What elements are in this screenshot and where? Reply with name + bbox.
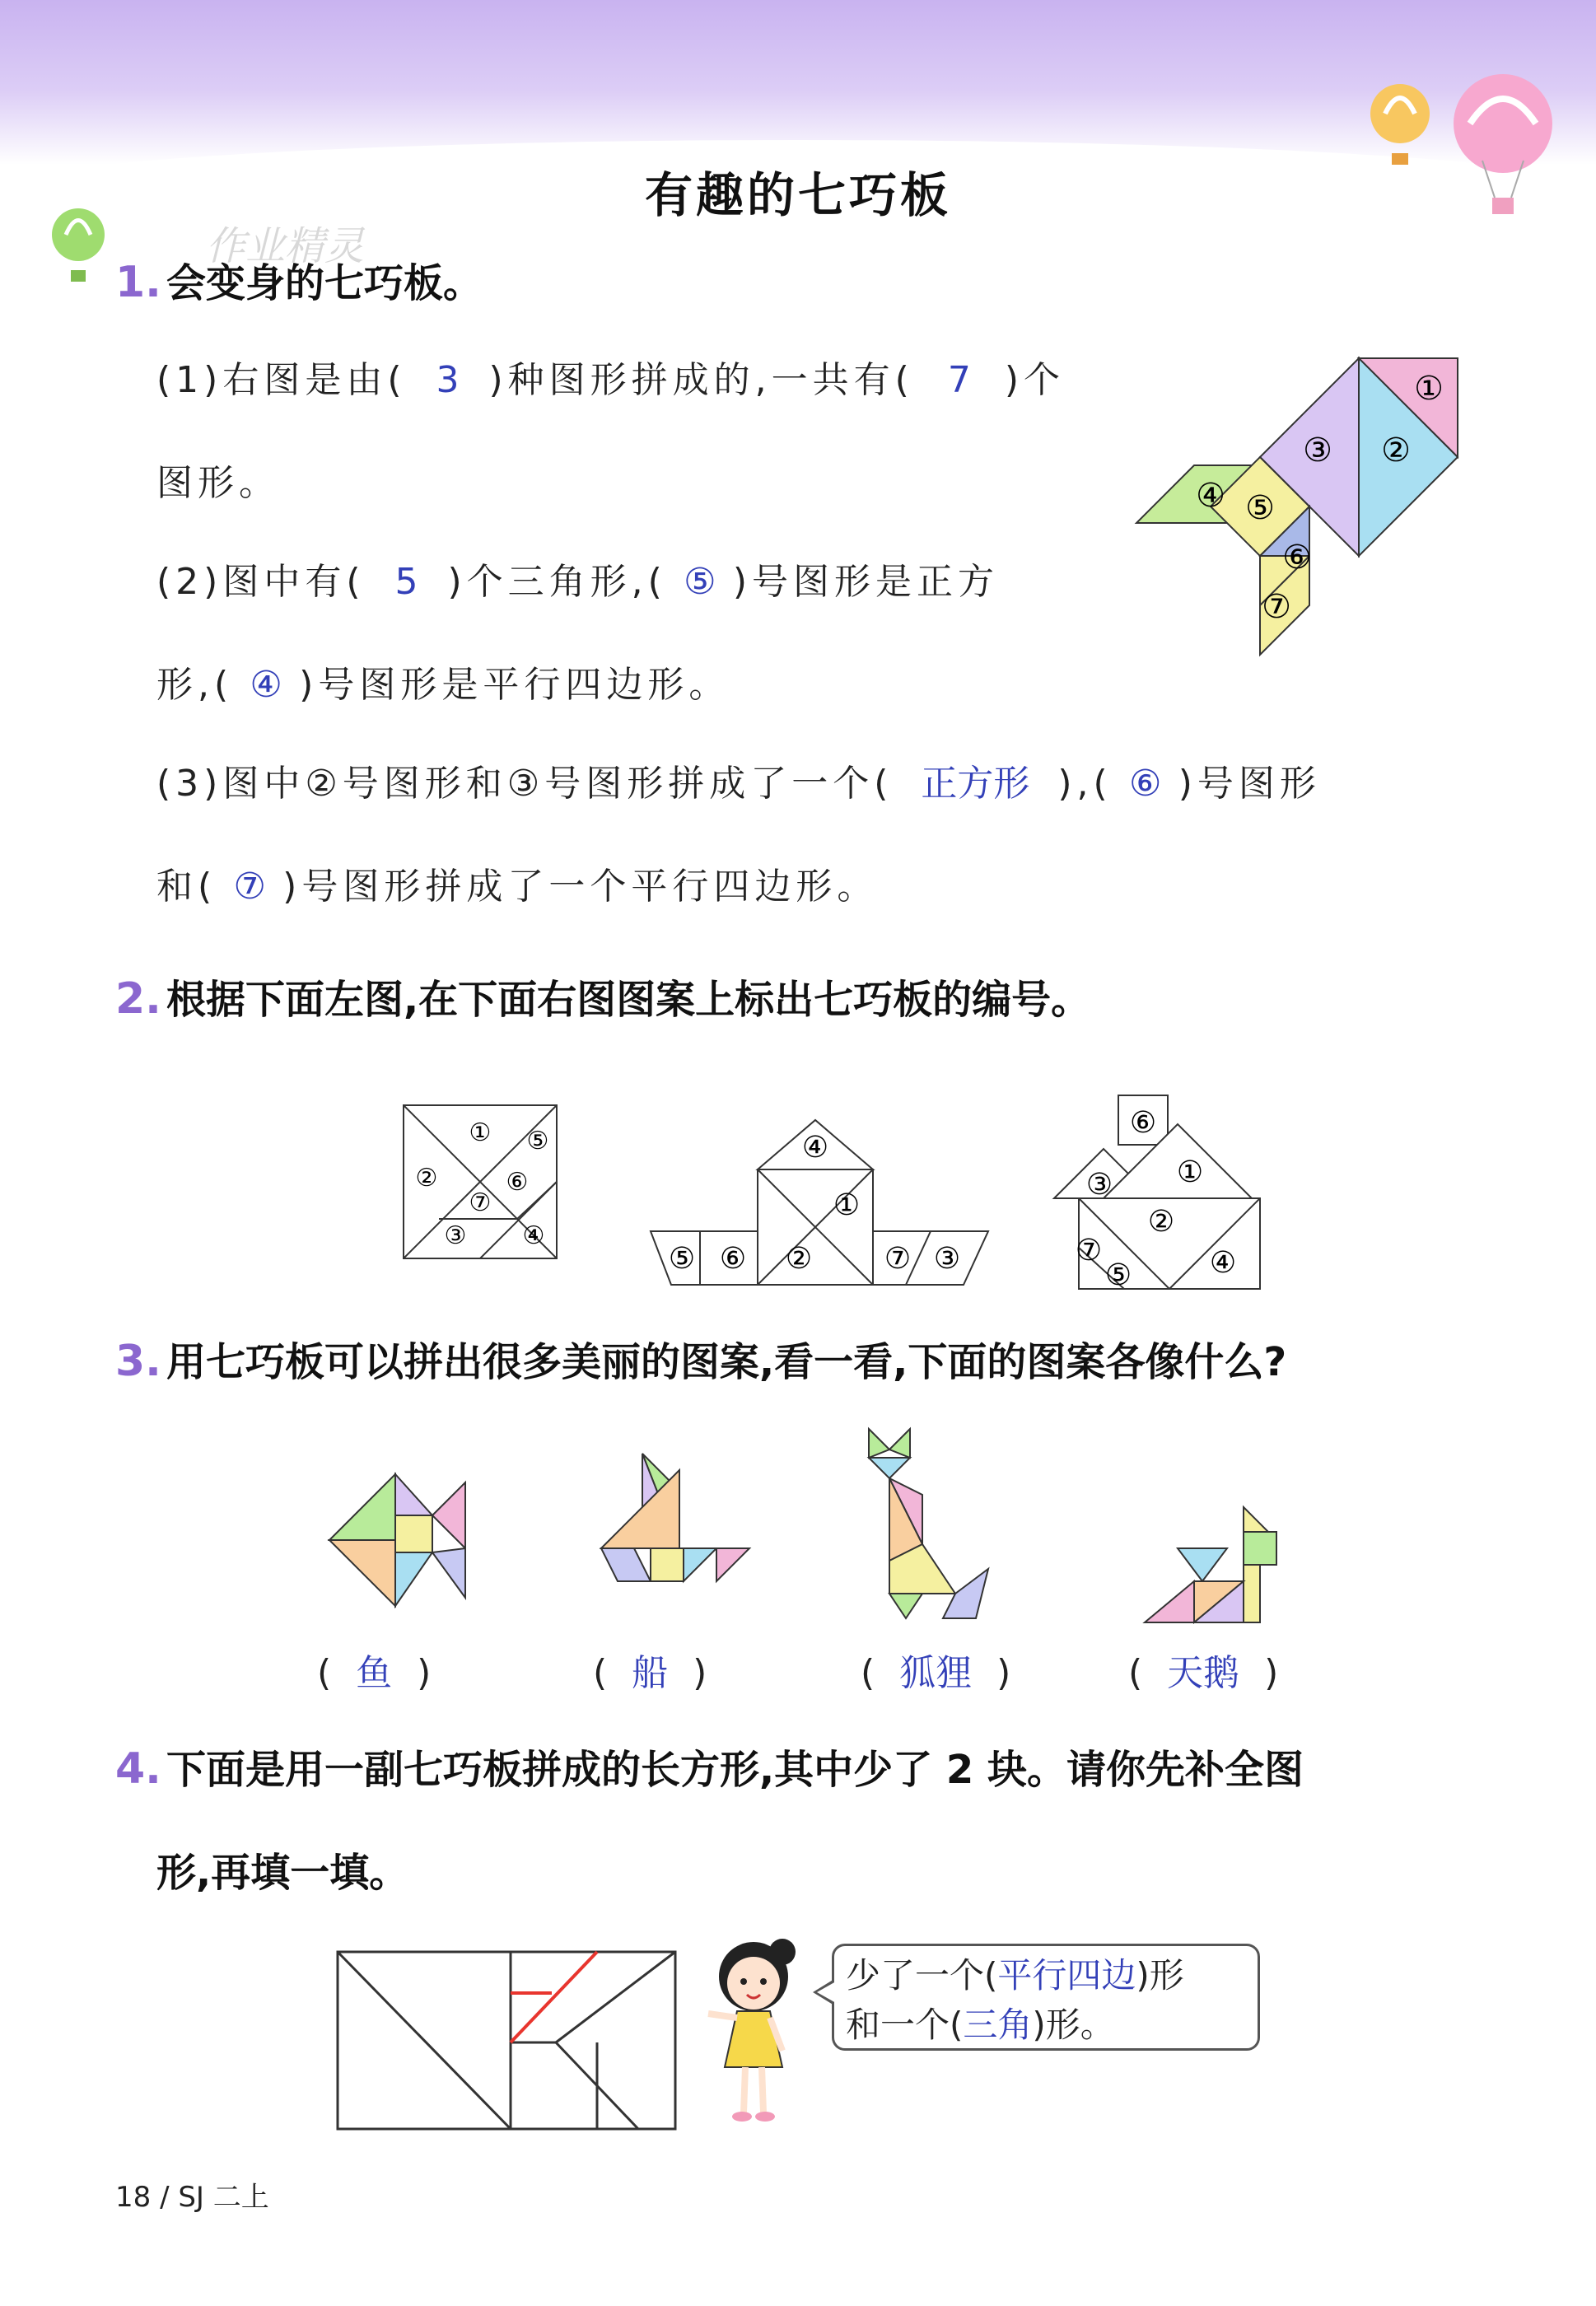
question-number: 2.	[115, 974, 161, 1024]
text: )号图形	[1178, 763, 1321, 805]
answer-fox	[861, 1643, 1010, 1696]
label-5: ⑤	[668, 1242, 696, 1276]
question-4-line2: 形,再填一填。	[156, 1850, 409, 1896]
label-3: ③	[444, 1221, 467, 1250]
text: 和一个(	[846, 2005, 964, 2045]
q1-part2-line2	[156, 655, 730, 707]
bubble-line2	[846, 2000, 1246, 2050]
answer-blank[interactable]: 正方形	[921, 763, 1030, 805]
label-1: ①	[833, 1188, 861, 1222]
q1-part3-line2	[156, 857, 878, 909]
answer-blank[interactable]: 船	[632, 1652, 669, 1694]
label-4: ④	[1196, 477, 1225, 515]
label-4: ④	[522, 1221, 545, 1250]
girl-illustration	[704, 1935, 819, 2133]
paren: (	[861, 1652, 875, 1694]
speech-bubble	[832, 1944, 1260, 2051]
label-7: ⑦	[469, 1188, 492, 1217]
answer-blank[interactable]: 三角	[963, 2005, 1033, 2045]
answer-fish	[317, 1643, 431, 1696]
question-text: 下面是用一副七巧板拼成的长方形,其中少了 2 块。请你先补全图	[166, 1747, 1304, 1793]
bubble-line1	[846, 1951, 1246, 2000]
paren: )	[996, 1652, 1011, 1694]
q1-part1-line2: 图形。	[156, 462, 280, 504]
question-text: 用七巧板可以拼出很多美丽的图案,看一看,下面的图案各像什么?	[166, 1339, 1287, 1385]
label-1: ①	[1414, 370, 1444, 408]
paren: )	[693, 1652, 707, 1694]
answer-boat	[593, 1643, 707, 1696]
page-title: 有趣的七巧板	[644, 167, 951, 223]
question-number: 4.	[115, 1744, 161, 1794]
text: )形	[1136, 1955, 1184, 1996]
question-1-heading	[115, 251, 483, 308]
label-3: ③	[1303, 432, 1332, 469]
label-6: ⑥	[1282, 539, 1312, 576]
answer-blank[interactable]: ④	[250, 664, 282, 706]
label-4: ④	[801, 1131, 829, 1165]
text: )号图形拼成了一个平行四边形。	[282, 866, 879, 908]
swan-figure	[1145, 1507, 1293, 1622]
label-4: ④	[1209, 1246, 1237, 1280]
question-3-heading	[115, 1330, 1286, 1387]
q1-tangram-figure	[1128, 350, 1474, 671]
question-text: 根据下面左图,在下面右图图案上标出七巧板的编号。	[166, 977, 1091, 1023]
label-6: ⑥	[506, 1168, 529, 1197]
label-6: ⑥	[1129, 1106, 1157, 1140]
answer-blank[interactable]: ⑦	[233, 866, 266, 908]
label-2: ②	[785, 1242, 813, 1276]
label-1: ①	[1176, 1155, 1204, 1189]
label-1: ①	[469, 1118, 492, 1147]
question-2-heading	[115, 968, 1090, 1025]
label-5: ⑤	[1245, 489, 1275, 527]
q2-reference-square	[402, 1104, 558, 1260]
label-7: ⑦	[1262, 588, 1291, 626]
label-5: ⑤	[526, 1127, 549, 1155]
q2-boat-figure	[651, 1112, 996, 1293]
text: (3)图中②号图形和③号图形拼成了一个(	[156, 763, 894, 805]
answer-blank[interactable]: 鱼	[356, 1652, 393, 1694]
paren: )	[417, 1652, 432, 1694]
answer-blank[interactable]: 天鹅	[1167, 1652, 1240, 1694]
label-5: ⑤	[1104, 1258, 1132, 1292]
fox-figure	[865, 1429, 996, 1627]
text: 形,(	[156, 664, 234, 706]
text: 和(	[156, 866, 217, 908]
label-7: ⑦	[1075, 1234, 1103, 1267]
paren: )	[1264, 1652, 1279, 1694]
page-footer: 18 / SJ 二上	[115, 2181, 269, 2214]
label-3: ③	[1085, 1168, 1113, 1202]
answer-blank[interactable]: 7	[947, 359, 971, 401]
answer-blank[interactable]: 平行四边	[997, 1955, 1136, 1996]
text: )个	[1004, 359, 1065, 401]
label-2: ②	[1381, 432, 1411, 469]
paren: (	[317, 1652, 332, 1694]
answer-swan	[1128, 1643, 1278, 1696]
answer-blank[interactable]: ⑤	[684, 561, 716, 603]
question-number: 3.	[115, 1337, 161, 1386]
label-2: ②	[415, 1164, 438, 1193]
question-4-heading	[115, 1738, 1304, 1795]
boat-figure	[601, 1454, 758, 1602]
text: )个三角形,(	[447, 561, 667, 603]
label-6: ⑥	[719, 1242, 747, 1276]
text: )种图形拼成的,一共有(	[488, 359, 914, 401]
text: )号图形是平行四边形。	[299, 664, 730, 706]
paren: (	[1128, 1652, 1143, 1694]
answer-blank[interactable]: 狐狸	[899, 1652, 973, 1694]
fish-figure	[329, 1474, 469, 1606]
label-2: ②	[1147, 1205, 1175, 1239]
text: (2)图中有(	[156, 561, 366, 603]
q2-house-figure	[1054, 1091, 1285, 1305]
paren: (	[593, 1652, 608, 1694]
answer-blank[interactable]: 3	[436, 359, 460, 401]
text: ),(	[1057, 763, 1113, 805]
question-text: 会变身的七巧板。	[166, 260, 483, 306]
text: )形。	[1032, 2005, 1115, 2045]
answer-blank[interactable]: ⑥	[1128, 763, 1162, 805]
label-3: ③	[933, 1242, 961, 1276]
q1-part1-line1	[156, 350, 1065, 403]
q4-rectangle-figure	[334, 1948, 679, 2133]
text: 少了一个(	[846, 1955, 998, 1996]
label-7: ⑦	[884, 1242, 912, 1276]
q1-part3-line1	[156, 754, 1321, 806]
answer-blank[interactable]: 5	[394, 561, 418, 603]
q1-part2-line1	[156, 552, 999, 605]
text: (1)右图是由(	[156, 359, 407, 401]
watermark: 作业精灵	[206, 223, 365, 269]
text: )号图形是正方	[732, 561, 999, 603]
question-number: 1.	[115, 258, 161, 307]
